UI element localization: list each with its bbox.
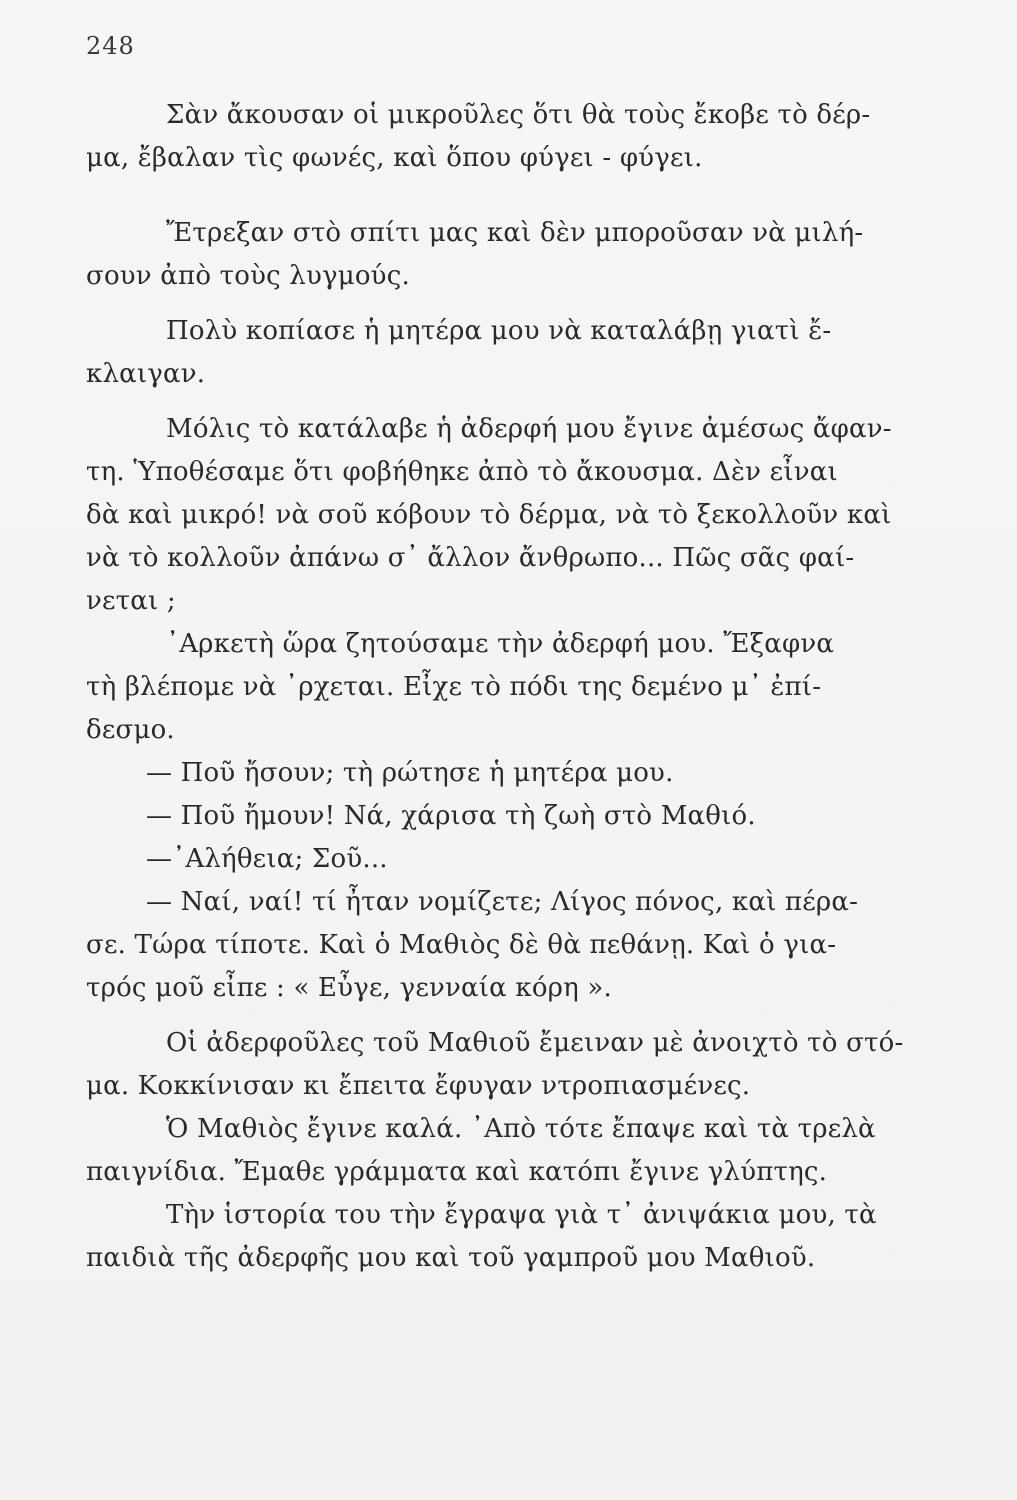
page-number: 248 — [86, 32, 135, 60]
text-line: τὴ βλέπομε νὰ ᾿ρχεται. Εἶχε τὸ πόδι της δεμένο μ᾿ ἐπί- — [86, 672, 822, 702]
text-line: μα. Κοκκίνισαν κι ἔπειτα ἔφυγαν ντροπιασμένες. — [86, 1071, 751, 1101]
text-line: τη. Ὑποθέσαμε ὅτι φοβήθηκε ἀπὸ τὸ ἄκουσμα. Δὲν εἶναι — [86, 457, 838, 487]
text-line: — Ποῦ ἤμουν! Νά, χάρισα τὴ ζωὴ στὸ Μαθιό. — [146, 801, 756, 831]
body-text — [86, 94, 961, 1280]
text-line: ᾿Αρκετὴ ὥρα ζητούσαμε τὴν ἀδερφή μου. Ἔξαφνα — [166, 629, 835, 659]
text-line: — Ποῦ ἤσουν; τὴ ρώτησε ἡ μητέρα μου. — [146, 758, 674, 788]
text-line: — Ναί, ναί! τί ἦταν νομίζετε; Λίγος πόνος, καὶ πέρα- — [146, 887, 859, 917]
paragraph-gap — [86, 396, 961, 408]
text-line: τρός μοῦ εἶπε : « Εὖγε, γενναία κόρη ». — [86, 973, 612, 1003]
text-line: παιδιὰ τῆς ἀδερφῆς μου καὶ τοῦ γαμπροῦ μου Μαθιοῦ. — [86, 1243, 816, 1273]
text-line: δεσμο. — [86, 715, 175, 745]
text-line: μα, ἔβαλαν τὶς φωνές, καὶ ὅπου φύγει - φύγει. — [86, 143, 703, 173]
text-line: σουν ἀπὸ τοὺς λυγμούς. — [86, 261, 410, 291]
text-line: Οἱ ἀδερφοῦλες τοῦ Μαθιοῦ ἔμειναν μὲ ἀνοιχτὸ τὸ στό- — [166, 1028, 904, 1058]
text-line: Ὁ Μαθιὸς ἔγινε καλά. ᾿Απὸ τότε ἔπαψε καὶ τὰ τρελὰ — [166, 1114, 876, 1144]
text-line: Μόλις τὸ κατάλαβε ἡ ἀδερφή μου ἔγινε ἀμέσως ἄφαν- — [166, 414, 892, 444]
text-line: Ἔτρεξαν στὸ σπίτι μας καὶ δὲν μποροῦσαν νὰ μιλή- — [166, 218, 864, 248]
text-line: Σὰν ἄκουσαν οἱ μικροῦλες ὅτι θὰ τοὺς ἔκοβε τὸ δέρ- — [166, 100, 871, 130]
paragraph-gap — [86, 1010, 961, 1022]
text-line: σε. Τώρα τίποτε. Καὶ ὁ Μαθιὸς δὲ θὰ πεθάνῃ. Καὶ ὁ για- — [86, 930, 837, 960]
text-line: —᾿Αλήθεια; Σοῦ... — [146, 844, 388, 874]
paragraph-gap — [86, 180, 961, 212]
text-line: νεται ; — [86, 586, 176, 616]
paragraph-gap — [86, 298, 961, 310]
text-line: παιγνίδια. Ἔμαθε γράμματα καὶ κατόπι ἔγινε γλύπτης. — [86, 1157, 828, 1187]
text-line: κλαιγαν. — [86, 359, 206, 389]
text-line: Τὴν ἱστορία του τὴν ἔγραψα γιὰ τ᾿ ἀνιψάκια μου, τὰ — [166, 1200, 877, 1230]
text-line: νὰ τὸ κολλοῦν ἀπάνω σ᾿ ἄλλον ἄνθρωπο... Πῶς σᾶς φαί- — [86, 543, 855, 573]
text-line: δὰ καὶ μικρό! νὰ σοῦ κόβουν τὸ δέρμα, νὰ τὸ ξεκολλοῦν καὶ — [86, 500, 892, 530]
text-line: Πολὺ κοπίασε ἡ μητέρα μου νὰ καταλάβῃ γιατὶ ἔ- — [166, 316, 832, 346]
